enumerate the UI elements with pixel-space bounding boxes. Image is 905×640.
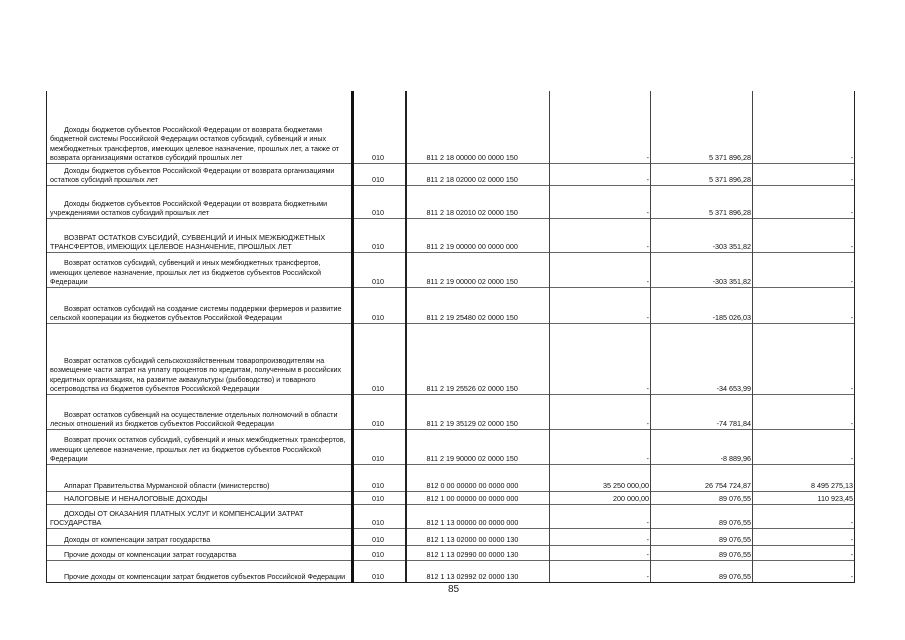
table-row bbox=[47, 464, 855, 491]
row-remainder: - bbox=[753, 504, 855, 528]
table-row bbox=[47, 252, 855, 287]
row-name: Возврат остатков субвенций на осуществление отдельных полномочий в области лесных отношений из бюджетов субъектов Российской Федерации bbox=[47, 394, 353, 429]
row-fact: 5 371 896,28 bbox=[651, 185, 753, 218]
row-remainder: - bbox=[753, 91, 855, 163]
row-name: ВОЗВРАТ ОСТАТКОВ СУБСИДИЙ, СУБВЕНЦИЙ И ИНЫХ МЕЖБЮДЖЕТНЫХ ТРАНСФЕРТОВ, ИМЕЮЩИХ ЦЕЛЕВОЕ НАЗНАЧЕНИЕ, ПРОШЛЫХ ЛЕТ bbox=[47, 218, 353, 252]
row-fact: -74 781,84 bbox=[651, 394, 753, 429]
row-kbk: 812 1 13 02990 00 0000 130 bbox=[406, 545, 550, 560]
row-kbk: 812 0 00 00000 00 0000 000 bbox=[406, 464, 550, 491]
row-fact: 89 076,55 bbox=[651, 560, 753, 582]
row-name: Возврат остатков субсидий, субвенций и иных межбюджетных трансфертов, имеющих целевое назначение, прошлых лет из бюджетов субъектов Российской Федерации bbox=[47, 252, 353, 287]
revenue-table bbox=[46, 91, 855, 583]
row-name: Доходы бюджетов субъектов Российской Федерации от возврата организациями остатков субсидий прошлых лет bbox=[47, 163, 353, 185]
row-code: 010 bbox=[353, 252, 406, 287]
row-kbk: 812 1 00 00000 00 0000 000 bbox=[406, 491, 550, 504]
row-fact: 89 076,55 bbox=[651, 528, 753, 545]
row-remainder: - bbox=[753, 545, 855, 560]
row-name: Возврат остатков субсидий на создание системы поддержки фермеров и развитие сельской кооперации из бюджетов субъектов Российской Федерации bbox=[47, 287, 353, 323]
row-name: НАЛОГОВЫЕ И НЕНАЛОГОВЫЕ ДОХОДЫ bbox=[47, 491, 353, 504]
row-code: 010 bbox=[353, 163, 406, 185]
row-plan: 35 250 000,00 bbox=[550, 464, 651, 491]
row-plan: - bbox=[550, 394, 651, 429]
row-fact: 5 371 896,28 bbox=[651, 91, 753, 163]
row-kbk: 812 1 13 02992 02 0000 130 bbox=[406, 560, 550, 582]
row-code: 010 bbox=[353, 545, 406, 560]
table-row bbox=[47, 323, 855, 394]
table-row bbox=[47, 491, 855, 504]
table-row bbox=[47, 218, 855, 252]
row-remainder: - bbox=[753, 323, 855, 394]
row-plan: - bbox=[550, 91, 651, 163]
row-code: 010 bbox=[353, 91, 406, 163]
table-row bbox=[47, 185, 855, 218]
row-name: Возврат остатков субсидий сельскохозяйственным товаропроизводителям на возмещение части затрат на уплату процентов по кредитам, полученным в российских кредитных организациях, на развитие аквакультуры (рыбоводство) и товарного осетроводства из бюджетов субъектов Российской Федерации bbox=[47, 323, 353, 394]
row-code: 010 bbox=[353, 560, 406, 582]
table-row bbox=[47, 429, 855, 464]
row-name: Доходы от компенсации затрат государства bbox=[47, 528, 353, 545]
row-name: Возврат прочих остатков субсидий, субвенций и иных межбюджетных трансфертов, имеющих целевое назначение, прошлых лет из бюджетов субъектов Российской Федерации bbox=[47, 429, 353, 464]
row-kbk: 811 2 19 00000 00 0000 000 bbox=[406, 218, 550, 252]
row-remainder: - bbox=[753, 218, 855, 252]
table-row bbox=[47, 287, 855, 323]
table-row bbox=[47, 528, 855, 545]
row-plan: - bbox=[550, 287, 651, 323]
row-plan: - bbox=[550, 429, 651, 464]
table-row bbox=[47, 91, 855, 163]
row-plan: - bbox=[550, 504, 651, 528]
row-kbk: 811 2 18 02000 02 0000 150 bbox=[406, 163, 550, 185]
row-remainder: 8 495 275,13 bbox=[753, 464, 855, 491]
row-plan: - bbox=[550, 252, 651, 287]
row-kbk: 811 2 18 00000 00 0000 150 bbox=[406, 91, 550, 163]
row-code: 010 bbox=[353, 528, 406, 545]
row-plan: - bbox=[550, 185, 651, 218]
row-name: Аппарат Правительства Мурманской области (министерство) bbox=[47, 464, 353, 491]
row-remainder: - bbox=[753, 252, 855, 287]
table-body bbox=[47, 91, 855, 582]
row-name: Прочие доходы от компенсации затрат государства bbox=[47, 545, 353, 560]
table-row bbox=[47, 504, 855, 528]
row-name: ДОХОДЫ ОТ ОКАЗАНИЯ ПЛАТНЫХ УСЛУГ И КОМПЕНСАЦИИ ЗАТРАТ ГОСУДАРСТВА bbox=[47, 504, 353, 528]
row-plan: - bbox=[550, 323, 651, 394]
row-code: 010 bbox=[353, 491, 406, 504]
row-plan: - bbox=[550, 218, 651, 252]
row-remainder: 110 923,45 bbox=[753, 491, 855, 504]
row-fact: 26 754 724,87 bbox=[651, 464, 753, 491]
row-code: 010 bbox=[353, 394, 406, 429]
row-name: Доходы бюджетов субъектов Российской Федерации от возврата бюджетами бюджетной системы Российской Федерации остатков субсидий, субвенций и иных межбюджетных трансфертов, имеющих целевое назначение, прошлых лет, а также от возврата организациями остатков субсидий прошлых лет bbox=[47, 91, 353, 163]
row-remainder: - bbox=[753, 528, 855, 545]
row-fact: -303 351,82 bbox=[651, 252, 753, 287]
row-remainder: - bbox=[753, 394, 855, 429]
row-name: Доходы бюджетов субъектов Российской Федерации от возврата бюджетными учреждениями остатков субсидий прошлых лет bbox=[47, 185, 353, 218]
row-kbk: 811 2 19 25480 02 0000 150 bbox=[406, 287, 550, 323]
row-remainder: - bbox=[753, 287, 855, 323]
row-code: 010 bbox=[353, 218, 406, 252]
row-remainder: - bbox=[753, 429, 855, 464]
row-plan: - bbox=[550, 528, 651, 545]
row-plan: - bbox=[550, 560, 651, 582]
table-row bbox=[47, 545, 855, 560]
row-fact: -303 351,82 bbox=[651, 218, 753, 252]
row-fact: -185 026,03 bbox=[651, 287, 753, 323]
row-code: 010 bbox=[353, 323, 406, 394]
row-fact: -34 653,99 bbox=[651, 323, 753, 394]
row-kbk: 811 2 18 02010 02 0000 150 bbox=[406, 185, 550, 218]
row-fact: 89 076,55 bbox=[651, 504, 753, 528]
row-remainder: - bbox=[753, 163, 855, 185]
table-row bbox=[47, 163, 855, 185]
row-code: 010 bbox=[353, 429, 406, 464]
row-remainder: - bbox=[753, 560, 855, 582]
table-row bbox=[47, 394, 855, 429]
page-number: 85 bbox=[448, 584, 460, 595]
row-fact: 89 076,55 bbox=[651, 545, 753, 560]
row-code: 010 bbox=[353, 464, 406, 491]
row-name: Прочие доходы от компенсации затрат бюджетов субъектов Российской Федерации bbox=[47, 560, 353, 582]
row-fact: 89 076,55 bbox=[651, 491, 753, 504]
row-code: 010 bbox=[353, 287, 406, 323]
table-row bbox=[47, 560, 855, 582]
row-plan: - bbox=[550, 545, 651, 560]
row-fact: -8 889,96 bbox=[651, 429, 753, 464]
row-kbk: 811 2 19 35129 02 0000 150 bbox=[406, 394, 550, 429]
row-plan: - bbox=[550, 163, 651, 185]
row-remainder: - bbox=[753, 185, 855, 218]
row-kbk: 812 1 13 00000 00 0000 000 bbox=[406, 504, 550, 528]
row-fact: 5 371 896,28 bbox=[651, 163, 753, 185]
row-kbk: 811 2 19 90000 02 0000 150 bbox=[406, 429, 550, 464]
row-kbk: 811 2 19 00000 02 0000 150 bbox=[406, 252, 550, 287]
row-code: 010 bbox=[353, 185, 406, 218]
row-kbk: 811 2 19 25526 02 0000 150 bbox=[406, 323, 550, 394]
row-kbk: 812 1 13 02000 00 0000 130 bbox=[406, 528, 550, 545]
row-code: 010 bbox=[353, 504, 406, 528]
row-plan: 200 000,00 bbox=[550, 491, 651, 504]
